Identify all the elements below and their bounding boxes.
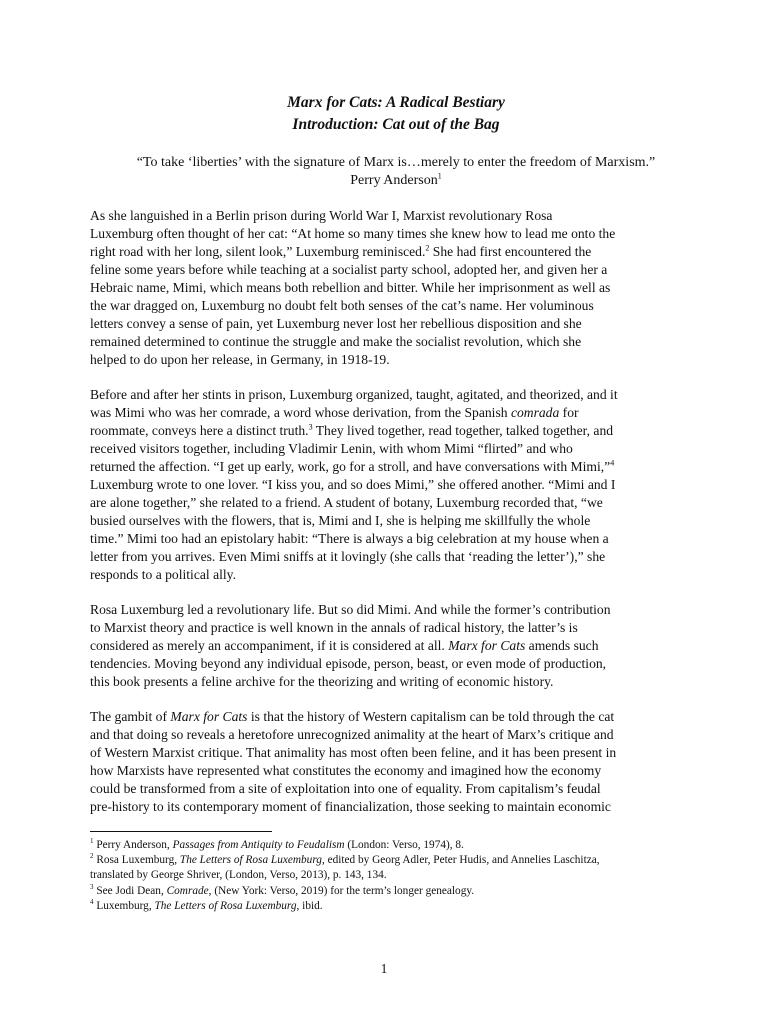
paragraph-2: Before and after her stints in prison, Luxemburg organized, taught, agitated, and theorized, and it was Mimi who was her comrade, a word whose derivation, from the Spanish comrada for roommate, conveys here a distinct truth.$^3$ They lived together, read together, talked together, and received visitors together, including Vladimir Lenin, with whom Mimi “flirted” and who returned the affection. “I get up early, work, go for a stroll, and have conversations with Mimi,”$^4$ Luxemburg wrote to one lover. “I kiss you, and so does Mimi,” she offered another. “Mimi and I are alone together,” she related to a friend. A student of botany, Luxemburg recorded that, “we busied ourselves with the flowers, that is, Mimi and I, she is helping me skillfully the whole time.” Mimi too had an epistolary habit: “There is always a big celebration at my house when a letter from you arrives. Even Mimi sniffs at it lovingly (she calls that ‘reading the letter’),” she responds to a political ally.: [90, 387, 618, 582]
book-title: Marx for Cats: A Radical Bestiary: [287, 94, 505, 111]
epigraph: [90, 154, 702, 190]
epigraph-quote: “To take ‘liberties’ with the signature of Marx is…merely to enter the freedom of Marxism.”: [136, 155, 656, 170]
footnote-ref-3[interactable]: 3: [308, 422, 313, 432]
footnote-divider: [90, 831, 272, 832]
epigraph-author: Perry Anderson$^1$: [350, 171, 442, 188]
footnote-ref-4[interactable]: 4: [610, 458, 615, 468]
footnote-4: $^4$ Luxemburg, The Letters of Rosa Luxemburg, ibid.: [90, 898, 323, 912]
footnotes: [90, 838, 702, 914]
chapter-title: Introduction: Cat out of the Bag: [292, 116, 500, 133]
paragraph-4: The gambit of Marx for Cats is that the history of Western capitalism can be told through the cat and that doing so reveals a heretofore unrecognized animality at the heart of Marx’s critique and of Western Marxist critique. That animality has most often been feline, and it has been present in how Marxists have represented what constitutes the economy and imagined how the economy could be transformed from a site of exploitation into one of equality. From capitalism’s feudal pre-history to its contemporary moment of financialization, those seeking to maintain economic: [90, 709, 617, 814]
paragraph-1: As she languished in a Berlin prison during World War I, Marxist revolutionary Rosa Luxemburg often thought of her cat: “At home so many times she knew how to lead me onto the right road with her long, silent look,” Luxemburg reminisced.$^2$ She had first encountered the feline some years before while teaching at a socialist party school, adopted her, and given her a Hebraic name, Mimi, which means both rebellion and bitter. While her imprisonment as well as the war dragged on, Luxemburg no doubt felt both senses of the cat’s name. Her voluminous letters convey a sense of pain, yet Luxemburg never lost her rebellious disposition and she remained determined to continue the struggle and make the socialist revolution, which she helped to do upon her release, in Germany, in 1918-19.: [90, 208, 616, 367]
footnote-ref-2[interactable]: 2: [425, 243, 430, 253]
page-number: 1: [380, 961, 388, 976]
footnote-3: $^3$ See Jodi Dean, Comrade, (New York: Verso, 2019) for the term’s longer genealogy.: [90, 882, 475, 897]
document-page: [90, 92, 702, 816]
title-block: [90, 92, 702, 136]
footnote-1: $^1$ Perry Anderson, Passages from Antiquity to Feudalism (London: Verso, 1974), 8.: [90, 837, 464, 851]
paragraph-3: Rosa Luxemburg led a revolutionary life. But so did Mimi. And while the former’s contribution to Marxist theory and practice is well known in the annals of radical history, the latter’s is considered as merely an accompaniment, if it is considered at all. Marx for Cats amends such tendencies. Moving beyond any individual episode, person, beast, or even mode of production, this book presents a feline archive for the theorizing and writing of economic history.: [90, 602, 611, 689]
footnote-2: $^2$ Rosa Luxemburg, The Letters of Rosa Luxemburg, edited by Georg Adler, Peter Hudis, and Annelies Laschitza, translated by George Shriver, (London, Verso, 2013), p. 143, 134.: [90, 852, 600, 882]
footnote-ref-1[interactable]: 1: [437, 171, 442, 181]
